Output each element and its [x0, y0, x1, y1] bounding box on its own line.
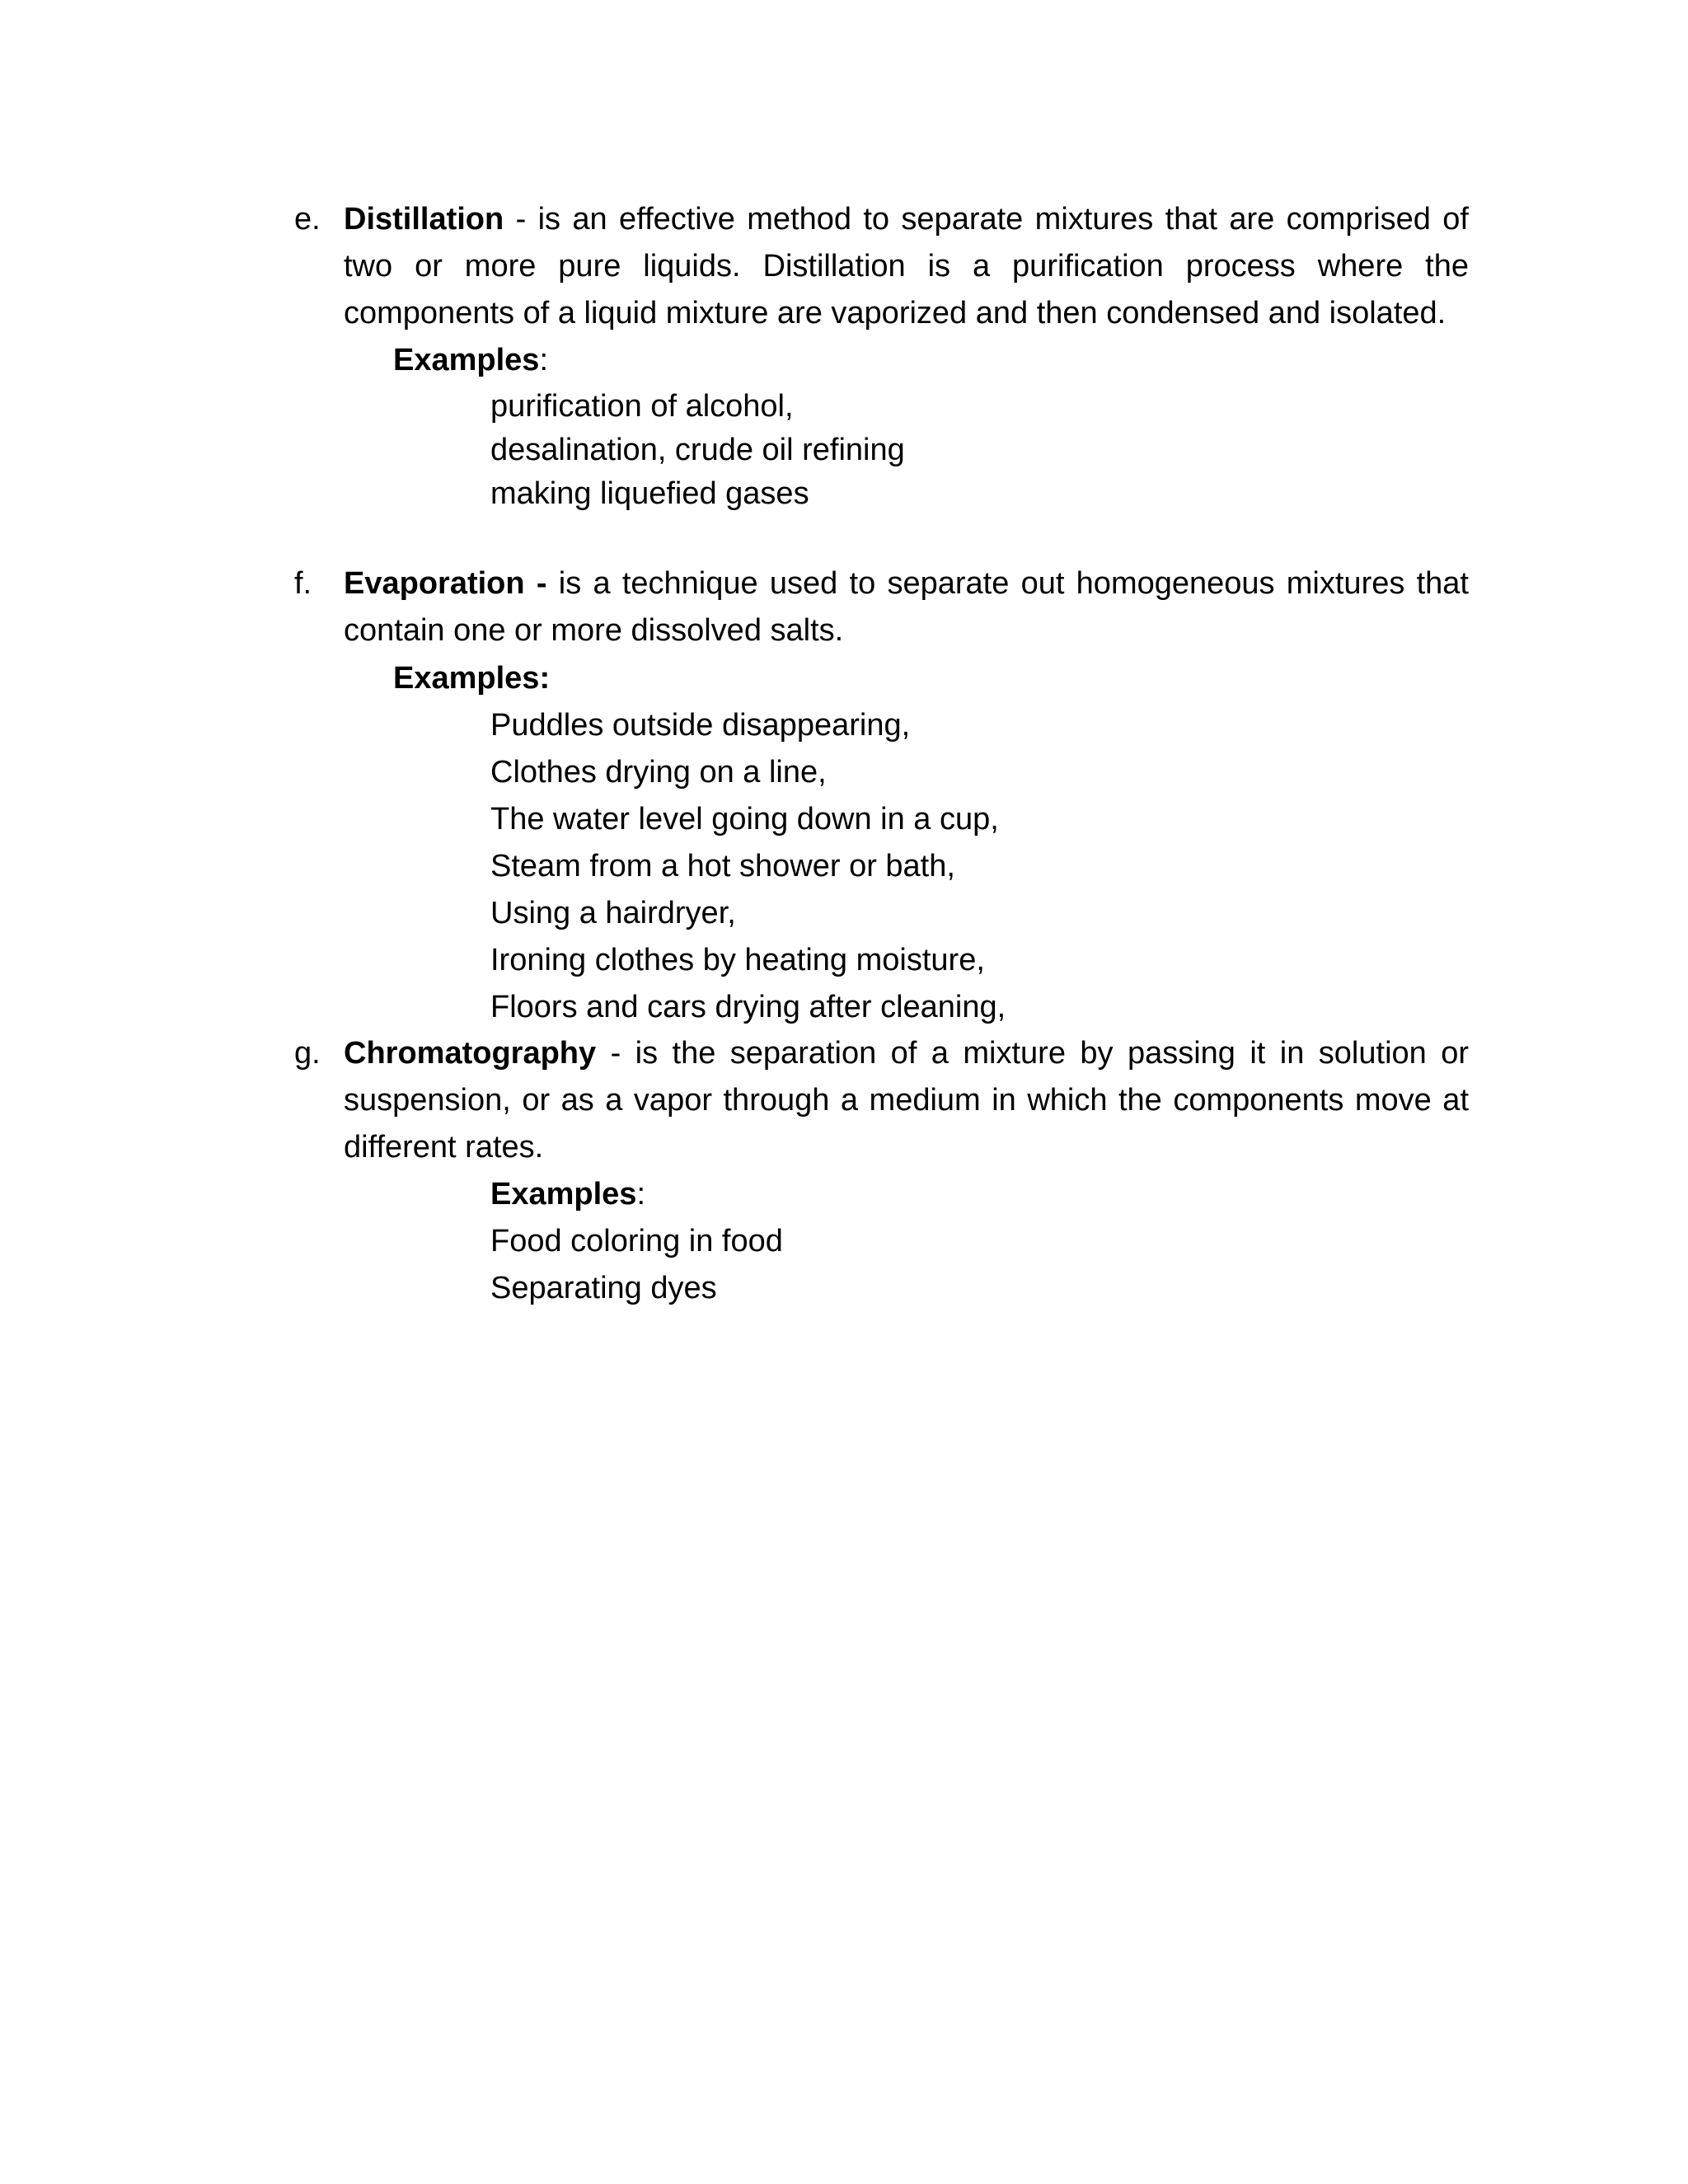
example-item: Steam from a hot shower or bath, [490, 849, 955, 883]
list-item-distillation [294, 196, 1469, 337]
example-item: purification of alcohol, [490, 389, 794, 424]
example-item: Clothes drying on a line, [490, 755, 827, 790]
list-item-evaporation [294, 560, 1469, 654]
examples-heading [490, 1171, 645, 1218]
examples-label: Examples: [393, 661, 551, 696]
examples-list [490, 385, 905, 516]
list-marker: f. [294, 566, 312, 601]
examples-list [490, 1218, 783, 1312]
definition-paragraph [344, 1030, 1469, 1171]
example-item: Using a hairdryer, [490, 896, 736, 930]
list-marker: g. [294, 1036, 321, 1071]
definition-paragraph [344, 196, 1469, 337]
example-item: Puddles outside disappearing, [490, 708, 911, 743]
list-marker: e. [294, 202, 321, 237]
example-item: Floors and cars drying after cleaning, [490, 990, 1006, 1024]
examples-heading [393, 337, 548, 384]
examples-suffix: : [636, 1177, 646, 1212]
example-item: desalination, crude oil refining [490, 433, 905, 467]
examples-heading [393, 655, 550, 702]
definition-text: - is the separation of a mixture by passing it in solution or suspension, or as a vapor through a medium in which the components move at different rates. [344, 1036, 1469, 1165]
example-item: making liquefied gases [490, 476, 809, 511]
examples-label: Examples [393, 343, 540, 377]
term-heading: Chromatography [344, 1036, 597, 1071]
list-item-chromatography [294, 1030, 1469, 1171]
example-item: The water level going down in a cup, [490, 802, 999, 837]
definition-text: is a technique used to separate out homogeneous mixtures that contain one or more dissolved salts. [344, 566, 1469, 648]
example-item: Separating dyes [490, 1271, 717, 1305]
example-item: Food coloring in food [490, 1224, 783, 1258]
examples-suffix: : [539, 343, 549, 377]
term-heading: Distillation [344, 202, 504, 237]
examples-list [490, 702, 1006, 1031]
term-heading: Evaporation - [344, 566, 547, 601]
examples-label: Examples [490, 1177, 637, 1212]
definition-paragraph [344, 560, 1469, 654]
example-item: Ironing clothes by heating moisture, [490, 943, 985, 977]
definition-text: - is an effective method to separate mixtures that are comprised of two or more pure liquids. Distillation is a purification process where the components of a liquid mixture are vaporized and then condensed and isolated. [344, 202, 1469, 330]
